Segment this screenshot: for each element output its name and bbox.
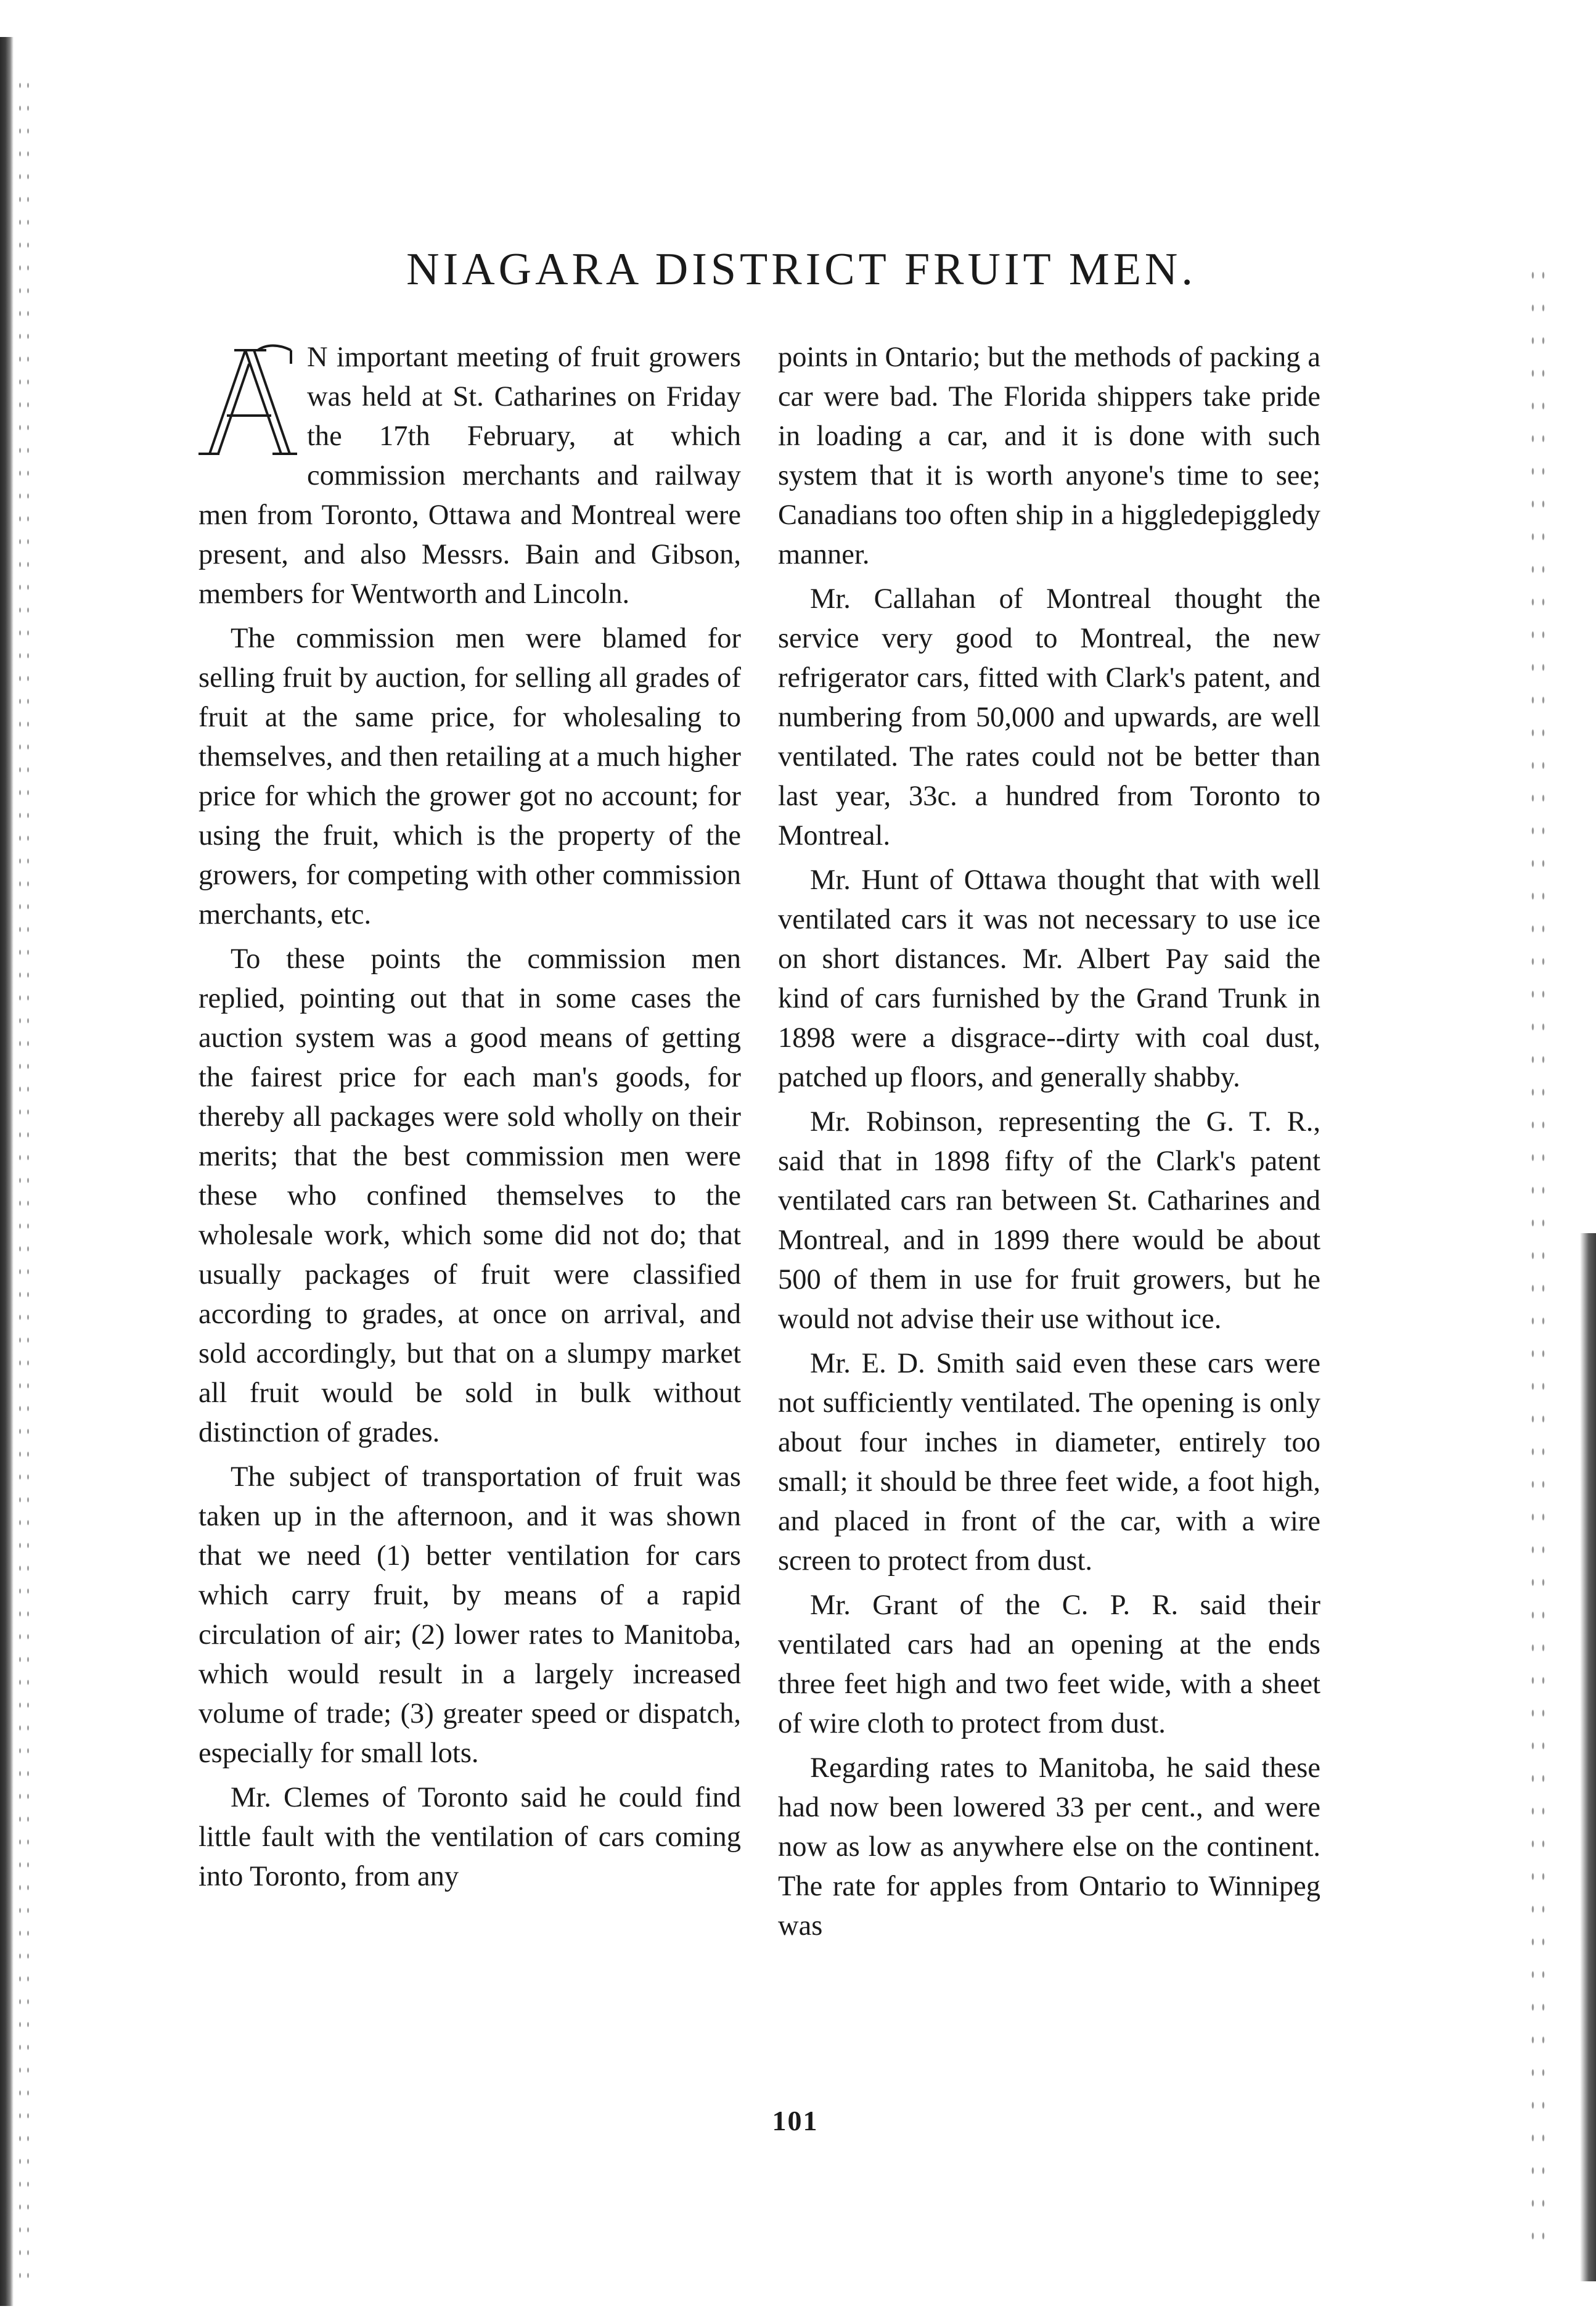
drop-cap-letter (198, 342, 297, 459)
paragraph-8: Mr. Hunt of Ottawa thought that with well ventilated cars it was not necessary to use ice on short distances. Mr. Albert Pay said the kind of cars furnished by the Grand Trunk in 1898 were a disgrace--dirty with coal dust, patched up floors, and generally shabby. (778, 864, 1320, 1093)
paragraph-4: The subject of transportation of fruit was taken up in the afternoon, and it was shown that we need (1) better ventilation for cars which carry fruit, by means of a rapid circulation of air; (2) lower rates to Manitoba, which would result in a largely increased volume of trade; (3) greater speed or dispatch, especially for small lots. (198, 1461, 741, 1769)
scan-speckle-left (16, 74, 35, 2294)
paragraph-12: Regarding rates to Manitoba, he said these had now been lowered 33 per cent., and were now as low as anywhere else on the continent. The rate for apples from Ontario to Winnipeg was (778, 1752, 1320, 1942)
paragraph-10: Mr. E. D. Smith said even these cars were not sufficiently ventilated. The opening is only about four inches in diameter, entirely too small; it should be three feet wide, a foot high, and placed in front of the car, with a wire screen to protect from dust. (778, 1348, 1320, 1577)
paragraph-9: Mr. Robinson, representing the G. T. R., said that in 1898 fifty of the Clark's patent ventilated cars ran between St. Catharines and Montreal, and in 1899 there would be about 500 of them in use for fruit growers, but he would not advise their use without ice. (778, 1106, 1320, 1335)
paragraph-6: points in Ontario; but the methods of packing a car were bad. The Florida shippers take pride in loading a car, and it is done with such system that it is worth anyone's time to see; Canadians too often ship in a higgledepiggledy manner. (778, 342, 1320, 570)
scan-binding-shadow-left (0, 37, 14, 2306)
paragraph-7: Mr. Callahan of Montreal thought the service very good to Montreal, the new refrigerator cars, fitted with Clark's patent, and numbering from 50,000 and upwards, are well ventilated. The rates could not be better than last year, 33c. a hundred from Toronto to Montreal. (778, 583, 1320, 851)
right-column (778, 338, 1320, 1946)
left-column (198, 338, 741, 1897)
paragraph-5: Mr. Clemes of Toronto said he could find little fault with the ventilation of cars coming into Toronto, from any (198, 1782, 741, 1892)
page-number: 101 (772, 2105, 819, 2136)
paragraph-2: The commission men were blamed for selling fruit by auction, for selling all grades of fruit at the same price, for wholesaling to themselves, and then retailing at a much higher price for which the grower got no account; for using the fruit, which is the property of the growers, for competing with other commission merchants, etc. (198, 623, 741, 930)
article-title: NIAGARA DISTRICT FRUIT MEN. (406, 244, 1197, 295)
drop-cap-a-icon (198, 342, 297, 459)
scan-speckle-right (1528, 259, 1552, 2263)
scan-shadow-right (1580, 1233, 1596, 2281)
paragraph-3: To these points the commission men replied, pointing out that in some cases the auction system was a good means of getting the fairest price for each man's goods, for thereby all packages were sold wholly on their merits; that the best commission men were these who confined themselves to the wholesale work, which some did not do; that usually packages of fruit were classified according to grades, at once on arrival, and sold accordingly, but that on a slumpy market all fruit would be sold in bulk without distinction of grades. (198, 943, 741, 1448)
paragraph-11: Mr. Grant of the C. P. R. said their ventilated cars had an opening at the ends three feet high and two feet wide, with a sheet of wire cloth to protect from dust. (778, 1590, 1320, 1739)
paragraph-1: N important meeting of fruit growers was held at St. Catharines on Friday the 17th February, at which commission merchants and railway men from Toronto, Ottawa and Montreal were present, and also Messrs. Bain and Gibson, members for Wentworth and Lincoln. (198, 342, 741, 610)
